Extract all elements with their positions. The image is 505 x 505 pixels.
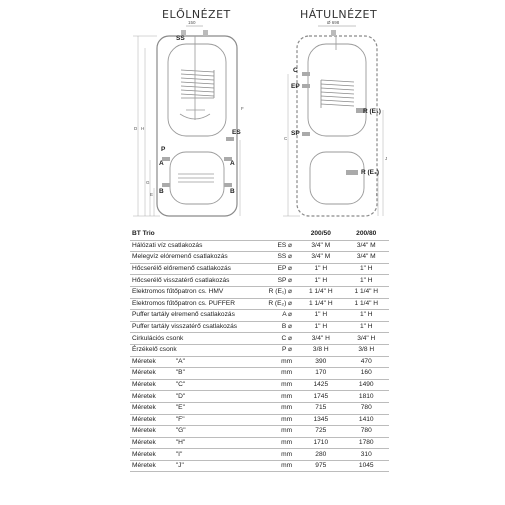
header-symbol: [250, 229, 298, 240]
row-value-200-80: 1" H: [344, 263, 389, 275]
label-b-left: B: [159, 188, 164, 195]
dimension-value-200-80: 470: [344, 356, 389, 368]
dimension-name: [130, 460, 250, 472]
table-row: [130, 286, 389, 298]
front-dim-d: D: [134, 126, 138, 131]
row-value-200-50: 1 1/4" H: [298, 298, 343, 310]
dimension-letter: "J": [175, 462, 184, 470]
dimension-value-200-50: 1710: [298, 437, 343, 449]
row-name: Elektromos fűtőpatron cs. HMV: [130, 286, 250, 298]
label-p: P: [161, 146, 166, 153]
dimension-label: Méretek: [132, 381, 156, 389]
row-name: Puffer tartály visszatérő csatlakozás: [130, 321, 250, 333]
dimension-letter: "D": [175, 392, 186, 400]
table-row: [130, 275, 389, 287]
row-value-200-50: 1" H: [298, 263, 343, 275]
row-name: Melegvíz elóremenő csatlakozás: [130, 252, 250, 264]
row-name: Hálózati víz csatlakozás: [130, 240, 250, 252]
dimension-row: [130, 391, 389, 403]
row-symbol: C ⌀: [250, 333, 298, 345]
dimension-unit: mm: [250, 391, 298, 403]
back-dim-c: C: [284, 136, 288, 141]
dimension-row: [130, 460, 389, 472]
table-row: [130, 298, 389, 310]
back-dim-j: J: [385, 156, 388, 161]
row-name: Cirkulációs csonk: [130, 333, 250, 345]
row-name: Puffer tartály elremenő csatlakozás: [130, 310, 250, 322]
front-view-drawing: [0, 0, 505, 230]
header-v2: 200/80: [344, 229, 389, 240]
front-dim-g: G: [146, 180, 150, 185]
dimension-value-200-50: 390: [298, 356, 343, 368]
row-symbol: A ⌀: [250, 310, 298, 322]
dimension-letter: "F": [175, 415, 185, 423]
back-coil-heat-exchanger: [321, 80, 354, 108]
row-symbol: B ⌀: [250, 321, 298, 333]
label-a-left: A: [159, 160, 164, 167]
dimension-letter: "G": [175, 427, 186, 435]
row-symbol: P ⌀: [250, 344, 298, 356]
dimension-value-200-50: 1345: [298, 414, 343, 426]
row-value-200-80: 3/4" M: [344, 240, 389, 252]
row-symbol: R (E₂) ⌀: [250, 298, 298, 310]
row-name: Hőcserélő előremenő csatlakozás: [130, 263, 250, 275]
row-value-200-80: 1" H: [344, 310, 389, 322]
dimension-label: Méretek: [132, 427, 156, 435]
row-symbol: SP ⌀: [250, 275, 298, 287]
dimension-letter: "I": [175, 450, 183, 458]
dimension-value-200-50: 1425: [298, 379, 343, 391]
dimension-label: Méretek: [132, 357, 156, 365]
dimension-unit: mm: [250, 449, 298, 461]
row-value-200-50: 1" H: [298, 321, 343, 333]
row-name: Elektromos fűtőpatron cs. PUFFER: [130, 298, 250, 310]
back-view-title: HÁTULNÉZET: [300, 8, 378, 21]
row-value-200-50: 3/4" M: [298, 252, 343, 264]
dimension-row: [130, 356, 389, 368]
dimension-value-200-80: 1810: [344, 391, 389, 403]
dimension-unit: mm: [250, 426, 298, 438]
specification-table: [130, 229, 389, 472]
dimension-row: [130, 414, 389, 426]
dimension-row: [130, 426, 389, 438]
dimension-name: [130, 391, 250, 403]
dimension-value-200-50: 170: [298, 368, 343, 380]
row-value-200-80: 1 1/4" H: [344, 286, 389, 298]
label-es: ES: [232, 129, 241, 136]
table-row: [130, 240, 389, 252]
dimension-label: Méretek: [132, 438, 156, 446]
table-row: [130, 344, 389, 356]
row-value-200-80: 3/8 H: [344, 344, 389, 356]
row-name: Érzékelő csonk: [130, 344, 250, 356]
dimension-unit: mm: [250, 437, 298, 449]
row-symbol: ES ⌀: [250, 240, 298, 252]
dimension-row: [130, 437, 389, 449]
row-value-200-50: 1 1/4" H: [298, 286, 343, 298]
row-value-200-50: 3/8 H: [298, 344, 343, 356]
dimension-value-200-50: 975: [298, 460, 343, 472]
front-coil-heat-exchanger: [181, 70, 214, 98]
front-tank-outline: [157, 36, 237, 216]
back-upper-inner-tank: [308, 44, 366, 136]
dimension-name: [130, 368, 250, 380]
table-row: [130, 333, 389, 345]
front-dim-top: 150: [188, 20, 196, 25]
front-upper-inner-tank: [168, 44, 226, 136]
label-ep: EP: [291, 83, 300, 90]
back-dim-i: I: [376, 192, 378, 197]
dimension-unit: mm: [250, 356, 298, 368]
dimension-value-200-80: 780: [344, 402, 389, 414]
row-value-200-80: 1" H: [344, 275, 389, 287]
front-view-title: ELŐLNÉZET: [162, 8, 231, 21]
table-row: [130, 252, 389, 264]
dimension-value-200-80: 310: [344, 449, 389, 461]
label-re2: R (E₂): [361, 169, 380, 176]
dimension-label: Méretek: [132, 450, 156, 458]
dimension-letter: "H": [175, 438, 186, 446]
dimension-label: Méretek: [132, 404, 156, 412]
row-value-200-80: 1" H: [344, 321, 389, 333]
row-value-200-50: 3/4" M: [298, 240, 343, 252]
label-a-right: A: [230, 160, 235, 167]
dimension-value-200-80: 1045: [344, 460, 389, 472]
dimension-value-200-50: 715: [298, 402, 343, 414]
table-row: [130, 321, 389, 333]
dimension-name: [130, 426, 250, 438]
dimension-name: [130, 379, 250, 391]
table-row: [130, 263, 389, 275]
dimension-value-200-50: 725: [298, 426, 343, 438]
dimension-name: [130, 414, 250, 426]
dimension-name: [130, 449, 250, 461]
dimension-label: Méretek: [132, 392, 156, 400]
dimension-unit: mm: [250, 368, 298, 380]
dimension-name: [130, 402, 250, 414]
front-dim-e: E: [150, 192, 154, 197]
dimension-unit: mm: [250, 460, 298, 472]
dimension-row: [130, 379, 389, 391]
dimension-letter: "E": [175, 404, 185, 412]
row-value-200-80: 3/4" M: [344, 252, 389, 264]
dimension-letter: "B": [175, 369, 185, 377]
dimension-unit: mm: [250, 402, 298, 414]
dimension-label: Méretek: [132, 462, 156, 470]
row-value-200-50: 3/4" H: [298, 333, 343, 345]
dimension-label: Méretek: [132, 369, 156, 377]
label-re1: R (E₁): [363, 108, 381, 115]
row-value-200-80: 1 1/4" H: [344, 298, 389, 310]
dimension-unit: mm: [250, 414, 298, 426]
label-sp: SP: [291, 130, 300, 137]
dimension-label: Méretek: [132, 415, 156, 423]
label-ss: SS: [176, 35, 185, 42]
row-symbol: R (E₁) ⌀: [250, 286, 298, 298]
label-c: C: [293, 67, 298, 74]
dimension-name: [130, 356, 250, 368]
dimension-value-200-80: 1410: [344, 414, 389, 426]
dimension-value-200-80: 1780: [344, 437, 389, 449]
front-dim-f: F: [241, 106, 244, 111]
back-tank-outline: [297, 36, 380, 216]
dimension-row: [130, 368, 389, 380]
table-row: [130, 310, 389, 322]
dimension-value-200-80: 160: [344, 368, 389, 380]
dimension-value-200-80: 1490: [344, 379, 389, 391]
row-symbol: SS ⌀: [250, 252, 298, 264]
dimension-name: [130, 437, 250, 449]
back-lower-inner-tank: [310, 152, 364, 204]
label-b-right: B: [230, 188, 235, 195]
back-dim-top: Ø 698: [327, 20, 340, 25]
header-model: BT Trio: [130, 229, 250, 240]
dimension-unit: mm: [250, 379, 298, 391]
row-value-200-50: 1" H: [298, 310, 343, 322]
dimension-value-200-50: 280: [298, 449, 343, 461]
dimension-value-200-80: 780: [344, 426, 389, 438]
dimension-row: [130, 402, 389, 414]
dimension-row: [130, 449, 389, 461]
row-value-200-50: 1" H: [298, 275, 343, 287]
row-value-200-80: 3/4" H: [344, 333, 389, 345]
row-name: Hőcserélő visszatérő csatlakozás: [130, 275, 250, 287]
row-symbol: EP ⌀: [250, 263, 298, 275]
table-header-row: [130, 229, 389, 240]
dimension-letter: "C": [175, 381, 186, 389]
header-v1: 200/50: [298, 229, 343, 240]
front-dim-h: H: [141, 126, 145, 131]
dimension-letter: "A": [175, 357, 185, 365]
dimension-value-200-50: 1745: [298, 391, 343, 403]
